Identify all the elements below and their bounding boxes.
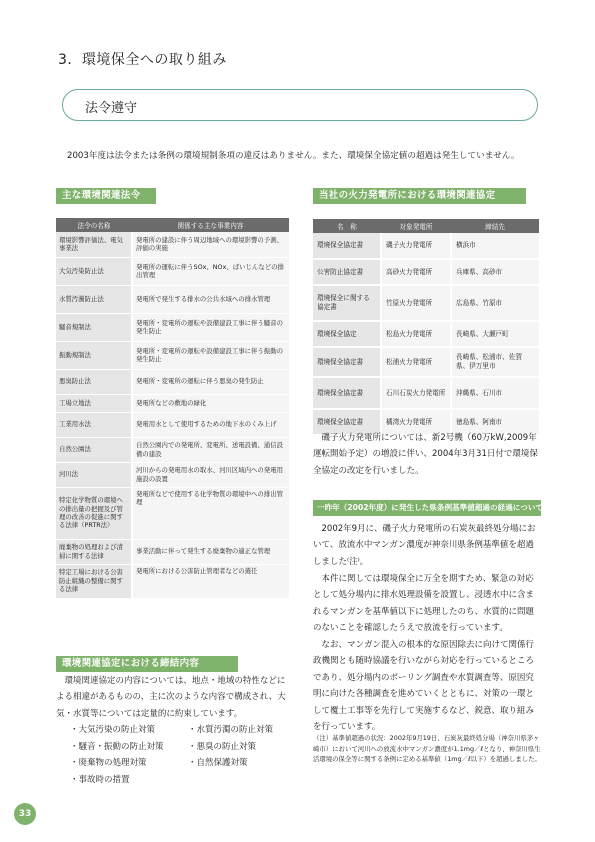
- incident-p1: 2002年9月に、磯子火力発電所の石炭灰最終処分場において、放流水中マンガン濃度が神奈川県条例基準値を超過しました⁽注⁾。: [313, 524, 536, 567]
- pact-plant: 石川石炭火力発電所: [381, 377, 451, 409]
- law-req: 発電所における公害防止管理者などの選任: [132, 564, 289, 598]
- pact-party: 沖縄県、石川市: [451, 377, 539, 409]
- list-item: ・ 騒音・振動の防止対策: [70, 739, 188, 756]
- law-name: 特定化学物質の環境への排出量の把握及び管理の改善の促進に関する法律（PRTR法）: [56, 487, 132, 539]
- laws-header-name: 法令の名称: [56, 218, 132, 232]
- pact-party: 兵庫県、高砂市: [451, 259, 539, 285]
- law-req: 発電所・変電所の運転や設備建設工事に伴う振動の発生防止: [132, 341, 289, 369]
- pact-name: 環境保全協定: [313, 321, 381, 347]
- pact-party: 横浜市: [451, 233, 539, 259]
- table-row: [56, 539, 289, 564]
- subtitle-text: 法令遵守: [85, 101, 138, 116]
- law-req: 事業活動に伴って発生する廃棄物の適正な管理: [132, 539, 289, 564]
- law-name: 振動規制法: [56, 341, 132, 369]
- table-row: [56, 341, 289, 369]
- laws-heading: 主な環境関連法令: [56, 188, 156, 204]
- table-row: [313, 259, 539, 285]
- law-name: 河川法: [56, 462, 132, 487]
- table-row: [56, 394, 289, 412]
- law-req: 発電所の建設に伴う周辺地域への環境影響の予測、評価の実施: [132, 232, 289, 257]
- law-name: 大気汚染防止法: [56, 257, 132, 285]
- pacts-header-plant: 対象発電所: [381, 219, 451, 233]
- law-req: 発電所・変電所の運転や設備建設工事に伴う騒音の発生防止: [132, 313, 289, 341]
- pacts-table: [313, 219, 539, 436]
- table-row: [56, 257, 289, 285]
- table-row: [313, 285, 539, 321]
- law-req: 発電所・変電所の運転に伴う悪臭の発生防止: [132, 369, 289, 394]
- intro-text: 2003年度は法令または条例の環境規制条項の違反はありません。また、環境保全協定値の超過は発生していません。: [67, 151, 520, 161]
- table-row: [56, 462, 289, 487]
- law-req: 発電所で発生する排水の公共水域への排水管理: [132, 285, 289, 313]
- pacts-header-name: 名 称: [313, 219, 381, 233]
- pact-party: 広島県、竹原市: [451, 285, 539, 321]
- pact-plant: 松島火力発電所: [381, 321, 451, 347]
- pact-plant: 竹原火力発電所: [381, 285, 451, 321]
- pact-name: 環境保全協定書: [313, 233, 381, 259]
- list-item: ・ 水質汚濁の防止対策: [188, 722, 306, 739]
- table-row: [313, 347, 539, 377]
- table-row: [56, 564, 289, 598]
- pact-name: 環境保全に関する協定書: [313, 285, 381, 321]
- law-req: 発電所などで使用する化学物質の環境中への排出管理: [132, 487, 289, 539]
- list-item: ・ 悪臭の防止対策: [188, 739, 306, 756]
- pact-party: 長崎県、大瀬戸町: [451, 321, 539, 347]
- pact-name: 環境保全協定書: [313, 347, 381, 377]
- law-name: 廃棄物の処理および清掃に関する法律: [56, 539, 132, 564]
- table-row: [56, 285, 289, 313]
- list-item: ・ 大気汚染の防止対策: [70, 722, 188, 739]
- laws-table: [56, 218, 289, 599]
- incident-p2: 本件に関しては環境保全に万全を期すため、緊急の対応として処分場内に排水処理設備を設置し、浸透水中に含まれるマンガンを基準値以下に処理したのち、水質的に問題のないことを確認したうえで放流を行っています。: [313, 574, 535, 634]
- table-row: [56, 232, 289, 257]
- pact-name: 環境保全協定書: [313, 409, 381, 435]
- pact-plant: 橘湾火力発電所: [381, 409, 451, 435]
- pacts-header-party: 締結先: [451, 219, 539, 233]
- incident-note: （注）基準値超過の状況：2002年9月19日、石炭灰最終処分場（神奈川県茅ヶ崎市）において河川への放流水中マンガン濃度が1.1mg／ℓとなり、神奈川県生活環境の保全等に関する条例に定める基準値（1mg／ℓ以下）を超過しました。: [313, 734, 541, 763]
- law-name: 工場立地法: [56, 394, 132, 412]
- isogo-text: 磯子火力発電所については、新2号機（60万kW,2009年運転開始予定）の増設に伴い、2004年3月31日付で環境保全協定の改定を行いました。: [313, 433, 538, 476]
- table-row: [56, 313, 289, 341]
- pact-name: 環境保全協定書: [313, 377, 381, 409]
- pact-plant: 高砂火力発電所: [381, 259, 451, 285]
- table-row: [56, 369, 289, 394]
- table-row: [56, 412, 289, 437]
- agreements-text: 環境関連協定の内容については、地点・地域の特性などによる相違があるものの、主に次のような内容で構成され、大気・水質等については定量的に約束しています。: [56, 676, 286, 719]
- pact-party: 長崎県、松浦市、佐賀県、伊万里市: [451, 347, 539, 377]
- laws-header-req: 関係する主な事業内容: [132, 218, 289, 232]
- list-item: ・ 自然保護対策: [188, 755, 306, 772]
- pact-name: 公害防止協定書: [313, 259, 381, 285]
- table-row: [56, 487, 289, 539]
- law-name: 水質汚濁防止法: [56, 285, 132, 313]
- law-req: 発電所の運転に伴うSOx、NOx、ばいじんなどの排出管理: [132, 257, 289, 285]
- page-number: 33: [14, 803, 36, 825]
- table-row: [313, 377, 539, 409]
- incident-heading: 一昨年（2002年度）に発生した県条例基準値超過の経過について: [313, 500, 541, 516]
- list-item: ・ 廃棄物の処理対策: [70, 755, 188, 772]
- table-row: [313, 321, 539, 347]
- law-name: 自然公園法: [56, 437, 132, 462]
- section-title: 3．環境保全への取り組み: [58, 52, 227, 68]
- incident-p3: なお、マンガン混入の根本的な原因除去に向けて関係行政機関とも随時協議を行いながら対応を行っているところであり、処分場内のボーリング調査や水質調査等、原因究明に向けた各種調査を進めていくとともに、対策の一環として覆土工事等を先行して実施するなど、鋭意、取り組みを行っています。: [313, 640, 535, 733]
- law-req: 自然公園内での発電所、変電所、送電設備、通信設備の建設: [132, 437, 289, 462]
- table-row: [313, 233, 539, 259]
- agreements-heading: 環境関連協定における締結内容: [56, 656, 238, 672]
- list-item: ・ 事故時の措置: [70, 772, 188, 789]
- law-name: 特定工場における公害防止組織の整備に関する法律: [56, 564, 132, 598]
- table-row: [56, 437, 289, 462]
- law-req: 発電所などの敷地の緑化: [132, 394, 289, 412]
- pacts-heading: 当社の火力発電所における環境関連協定: [313, 188, 526, 204]
- law-name: 悪臭防止法: [56, 369, 132, 394]
- law-name: 騒音規制法: [56, 313, 132, 341]
- law-req: 発電用水として使用するための地下水のくみ上げ: [132, 412, 289, 437]
- subtitle-pill: [62, 89, 538, 121]
- law-name: 環境影響評価法、電気事業法: [56, 232, 132, 257]
- pact-plant: 磯子火力発電所: [381, 233, 451, 259]
- law-req: 河川からの発電用水の取水、河川区域内への発電用施設の設置: [132, 462, 289, 487]
- agreements-list: [70, 722, 310, 788]
- pact-party: 徳島県、阿南市: [451, 409, 539, 435]
- law-name: 工業用水法: [56, 412, 132, 437]
- pact-plant: 松浦火力発電所: [381, 347, 451, 377]
